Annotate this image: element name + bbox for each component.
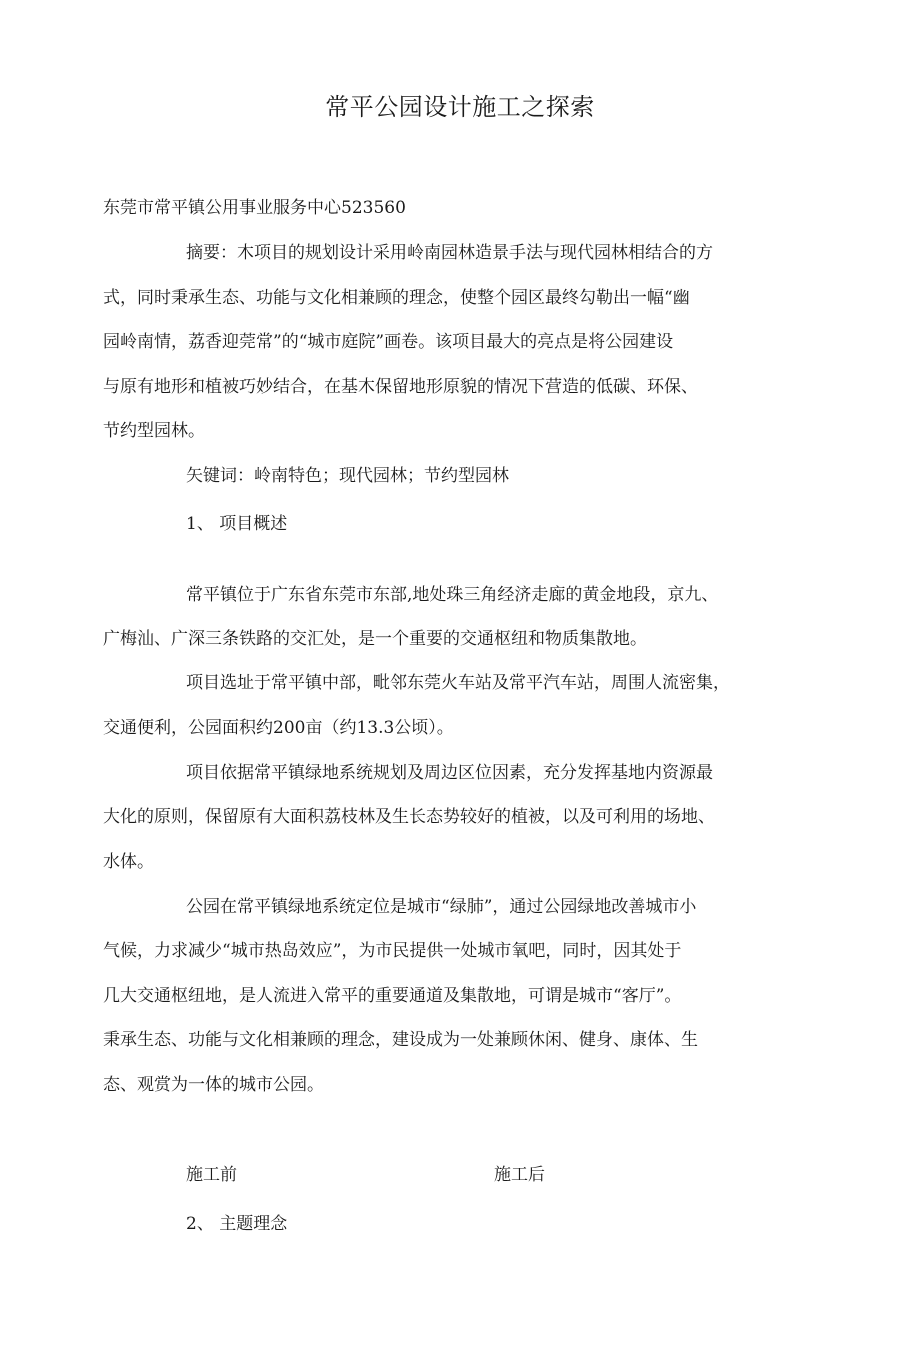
paragraph-line: 气候，力求减少“城市热岛效应”，为市民提供一处城市氧吧，同时，因其处于	[103, 941, 682, 961]
abstract-line: 园岭南情，荔香迎莞常”的“城市庭院”画卷。该项目最大的亮点是将公园建设	[103, 332, 674, 352]
paragraph-line: 大化的原则，保留原有大面积荔枝林及生长态势较好的植被，以及可利用的场地、	[103, 807, 715, 827]
paragraph-line: 水体。	[103, 852, 154, 872]
abstract-line: 摘要：木项目的规划设计采用岭南园林造景手法与现代园林相结合的方	[186, 243, 713, 263]
paragraph-line: 项目选址于常平镇中部，毗邻东莞火车站及常平汽车站，周围人流密集，	[186, 673, 730, 693]
section-heading: 1、 项目概述	[186, 514, 288, 534]
abstract-line: 与原有地形和植被巧妙结合，在基木保留地形原貌的情况下营造的低碳、环保、	[103, 377, 698, 397]
section-heading: 2、 主题理念	[186, 1214, 288, 1234]
paragraph-line: 几大交通枢纽地，是人流进入常平的重要通道及集散地，可谓是城市“客厅”。	[103, 986, 682, 1006]
paragraph-line: 秉承生态、功能与文化相兼顾的理念，建设成为一处兼顾休闲、健身、康体、生	[103, 1030, 698, 1050]
document-title: 常平公园设计施工之探索	[325, 93, 595, 121]
paragraph-line: 常平镇位于广东省东莞市东部,地处珠三角经济走廊的黄金地段，京九、	[186, 585, 719, 605]
paragraph-line: 公园在常平镇绿地系统定位是城市“绿肺”，通过公园绿地改善城市小	[186, 897, 697, 917]
abstract-line: 节约型园林。	[103, 421, 205, 441]
paragraph-line: 项目依据常平镇绿地系统规划及周边区位因素，充分发挥基地内资源最	[186, 763, 713, 783]
paragraph-line: 态、观赏为一体的城市公园。	[103, 1075, 324, 1095]
caption-after: 施工后	[494, 1165, 545, 1185]
keywords: 矢键词：岭南特色；现代园林；节约型园林	[186, 466, 509, 486]
paragraph-line: 广梅汕、广深三条铁路的交汇处，是一个重要的交通枢纽和物质集散地。	[103, 629, 647, 649]
paragraph-line: 交通便利，公园面积约200亩（约13.3公顷）。	[103, 718, 454, 738]
abstract-line: 式，同时秉承生态、功能与文化相兼顾的理念，使整个园区最终勾勒出一幅“幽	[103, 288, 690, 308]
author-affiliation: 东莞市常平镇公用事业服务中心523560	[103, 198, 406, 218]
caption-before: 施工前	[186, 1165, 237, 1185]
